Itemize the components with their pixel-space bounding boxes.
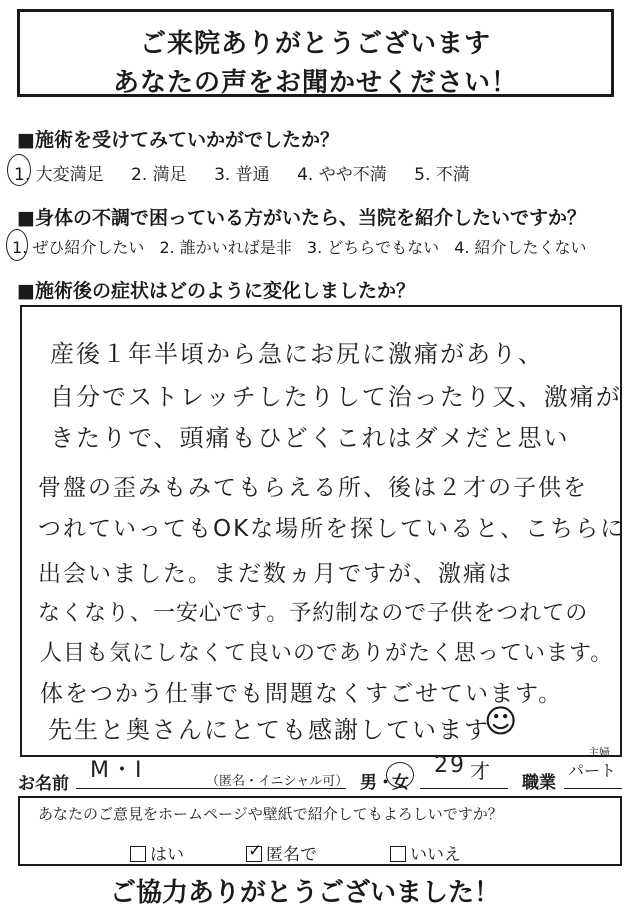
gender-female-option[interactable]: 女 [392,773,409,793]
gender-selected-circle [386,762,414,788]
q2-option-3[interactable]: 3. どちらでもない [306,238,440,257]
q1-option-4[interactable]: 4. やや不満 [297,165,387,185]
name-label: お名前 [18,774,69,794]
answer-line: 先生と奥さんにとても感謝しています [48,716,490,744]
q1-option-3[interactable]: 3. 普通 [214,165,270,185]
q2-option-1[interactable]: 1. ぜひ紹介したい [12,238,145,257]
consent-question: あなたのご意見をホームページや壁紙で紹介してもよろしいですか？ [38,805,503,823]
name-underline [76,788,346,789]
gender-male-option[interactable]: 男・ [360,773,394,793]
anonymous-note: （匿名・イニシャル可） [206,774,349,789]
consent-option-yes[interactable] [130,840,184,865]
answer-line: つれていってもOKな場所を探していると、こちらに [38,516,626,542]
answer-line: きたりで、頭痛もひどくこれはダメだと思い [50,424,570,452]
question-1: ■施術を受けてみていかがでしたか？ [17,129,339,151]
job-underline [564,788,622,789]
checkbox-anonymous[interactable] [246,841,263,862]
header-box [17,9,614,97]
answer-line: 人目も気にしなくて良いのでありがたく思っています。 [40,641,614,666]
header-title-line2: あなたの声をお聞かせください！ [112,68,518,98]
consent-option-anonymous[interactable] [246,840,317,865]
smiley-icon: ☺ [484,702,518,740]
name-value[interactable]: M・I [90,758,144,783]
q1-option-5[interactable]: 5. 不満 [414,165,470,185]
answer-line: なくなり、一安心です。予約制なので子供をつれての [38,601,589,626]
footer-thanks: ご協力ありがとうございました！ [110,878,501,908]
answer-line: 産後１年半頃から急にお尻に激痛があり、 [50,340,544,368]
consent-option-no-label: いいえ [410,845,461,865]
consent-option-anonymous-label: 匿名で [266,845,317,865]
question-1-options [14,160,492,185]
header-title-line1: ご来院ありがとうございます [139,29,491,59]
q1-selected-circle [7,154,31,186]
gender-male-label: 男 [360,773,377,793]
age-unit: 才 [470,759,492,783]
question-2-options [12,235,587,258]
consent-box [18,796,622,866]
answer-line: 出会いました。まだ数ヵ月ですが、激痛は [38,561,513,587]
q1-option-2[interactable]: 2. 満足 [131,165,187,185]
age-underline [420,788,508,789]
q2-selected-circle [6,229,28,261]
question-2: ■身体の不調で困っている方がいたら、当院を紹介したいですか？ [17,207,586,229]
checkbox-yes[interactable] [130,846,146,862]
answer-line: 自分でストレッチしたりして治ったり又、激痛が [50,383,622,411]
answer-line: 骨盤の歪みもみてもらえる所、後は２才の子供を [38,475,588,501]
q2-option-2[interactable]: 2. 誰かいれば是非 [159,238,292,257]
job-label: 職業 [522,773,556,793]
checkbox-no[interactable] [390,846,406,862]
answer-line: 体をつかう仕事でも問題なくすごせています。 [40,681,564,707]
job-value-annotation: 主婦 [588,746,610,759]
q1-option-1[interactable]: 1. 大変満足 [14,165,104,185]
job-value[interactable]: パート [568,761,617,780]
q2-option-4[interactable]: 4. 紹介したくない [454,238,587,257]
consent-option-yes-label: はい [150,845,184,865]
question-3: ■施術後の症状はどのように変化しましたか？ [17,280,415,302]
consent-option-no[interactable] [390,840,461,865]
age-value[interactable]: 29 [434,753,466,778]
checkmark-icon: ✓ [248,841,263,861]
